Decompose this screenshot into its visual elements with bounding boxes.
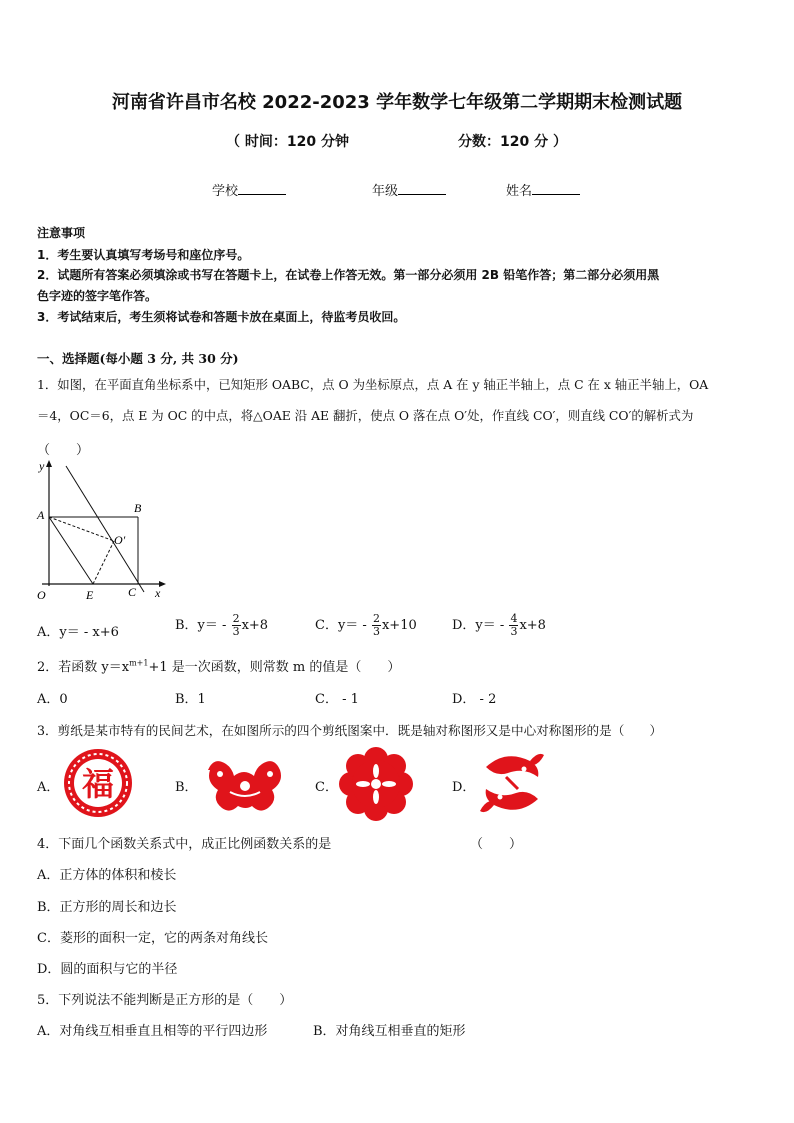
section-heading: 一、选择题(每小题 3 分, 共 30 分) <box>37 351 239 366</box>
q1-option-c[interactable] <box>315 613 417 638</box>
label-A: A <box>37 508 45 522</box>
q4-option-a[interactable]: A．正方体的体积和棱长 <box>37 868 177 883</box>
fraction: $\frac{4}{3}$ <box>510 612 518 638</box>
q5-stem: 5．下列说法不能判断是正方形的是（ ） <box>37 993 293 1008</box>
grade-label: 年级 <box>372 184 399 199</box>
q1-option-b-post: x+8 <box>241 618 269 633</box>
q1-option-b-pre: B．y＝ - <box>175 618 227 633</box>
q5-option-b[interactable]: B．对角线互相垂直的矩形 <box>313 1024 466 1039</box>
q4-option-c[interactable]: C．菱形的面积一定，它的两条对角线长 <box>37 931 268 946</box>
q4-option-d[interactable]: D．圆的面积与它的半径 <box>37 962 178 977</box>
q5-option-a[interactable]: A．对角线互相垂直且相等的平行四边形 <box>37 1024 268 1039</box>
exam-title: 河南省许昌市名校 2022-2023 学年数学七年级第二学期期末检测试题 <box>111 92 683 113</box>
q1-option-c-post: x+10 <box>381 618 417 633</box>
q1-line2: ＝4，OC＝6，点 E 为 OC 的中点，将△OAE 沿 AE 翻折，使点 O 落在点 O′处，作直线 CO′，则直线 CO′的解析式为 <box>37 408 694 423</box>
papercut-fish-image <box>476 747 548 819</box>
q2-stem: 2．若函数 $y=x^{m+1}+1$ 是一次函数，则常数 m 的值是（ ） <box>37 658 401 675</box>
q3-stem: 3．剪纸是某市特有的民间艺术，在如图所示的四个剪纸图案中．既是轴对称图形又是中心对称图形的是（ ） <box>37 723 663 738</box>
q3-option-b[interactable]: B． <box>175 780 198 795</box>
name-field[interactable] <box>506 180 580 199</box>
q2-option-d[interactable]: D． - 2 <box>452 692 497 707</box>
label-y: y <box>39 459 45 473</box>
grade-field[interactable] <box>372 180 446 199</box>
note-item: 3．考试结束后，考生须将试卷和答题卡放在桌面上，待监考员收回。 <box>37 310 406 324</box>
q4-paren: （ ） <box>470 837 523 852</box>
q1-line1: 1．如图，在平面直角坐标系中，已知矩形 OABC，点 O 为坐标原点，点 A 在 y 轴正半轴上，点 C 在 x 轴正半轴上，OA <box>37 377 709 392</box>
q1-option-c-pre: C．y＝ - <box>315 618 367 633</box>
dashed-AO-prime <box>49 517 114 541</box>
q1-option-d-post: x+8 <box>519 618 546 633</box>
papercut-flower-image <box>339 747 413 821</box>
note-item: 色字迹的签字笔作答。 <box>37 289 158 303</box>
q1-option-a[interactable]: A．y＝ - x+6 <box>37 625 119 640</box>
exam-score: 分数：120 分 ） <box>458 134 567 150</box>
label-x: x <box>155 586 161 600</box>
note-item: 1．考生要认真填写考场号和座位序号。 <box>37 248 250 262</box>
q1-option-d-pre: D．y＝ - <box>452 618 505 633</box>
notes-heading: 注意事项 <box>37 226 86 240</box>
papercut-fu-image <box>62 747 134 819</box>
q2-option-b[interactable]: B．1 <box>175 692 206 707</box>
grade-blank[interactable] <box>398 182 446 195</box>
label-E: E <box>86 588 94 602</box>
school-label: 学校 <box>212 184 239 199</box>
label-B: B <box>134 501 142 515</box>
label-O: O <box>37 588 46 602</box>
q3-option-a[interactable]: A． <box>37 780 60 795</box>
segment-AE <box>49 517 93 584</box>
q4-stem: 4．下面几个函数关系式中，成正比例函数关系的是 <box>37 837 332 852</box>
name-blank[interactable] <box>532 182 580 195</box>
q1-option-b[interactable] <box>175 613 268 638</box>
label-C: C <box>128 585 137 599</box>
q3-option-d[interactable]: D． <box>452 780 476 795</box>
label-O-prime: O′ <box>114 533 126 547</box>
dashed-EO-prime <box>93 541 114 584</box>
exam-time: （ 时间：120 分钟 <box>226 134 349 150</box>
q3-option-c[interactable]: C． <box>315 780 338 795</box>
fraction: $\frac{2}{3}$ <box>372 612 380 638</box>
q4-option-b[interactable]: B．正方形的周长和边长 <box>37 900 177 915</box>
q2-option-a[interactable]: A．0 <box>37 692 68 707</box>
q2-option-c[interactable]: C． - 1 <box>315 692 359 707</box>
fu-character: 福 <box>81 765 115 803</box>
line-CO-prime <box>66 466 144 592</box>
name-label: 姓名 <box>506 184 533 199</box>
school-blank[interactable] <box>238 182 286 195</box>
q1-option-d[interactable] <box>452 613 546 638</box>
papercut-lions-image <box>200 752 290 814</box>
school-field[interactable] <box>212 180 286 199</box>
q1-paren: （ ） <box>37 443 90 458</box>
q1-coordinate-figure <box>34 456 170 604</box>
fraction: $\frac{2}{3}$ <box>232 612 240 638</box>
note-item: 2．试题所有答案必须填涂或书写在答题卡上，在试卷上作答无效。第一部分必须用 2B 铅笔作答；第二部分必须用黑 <box>37 268 660 282</box>
y-axis-arrow <box>46 460 52 467</box>
